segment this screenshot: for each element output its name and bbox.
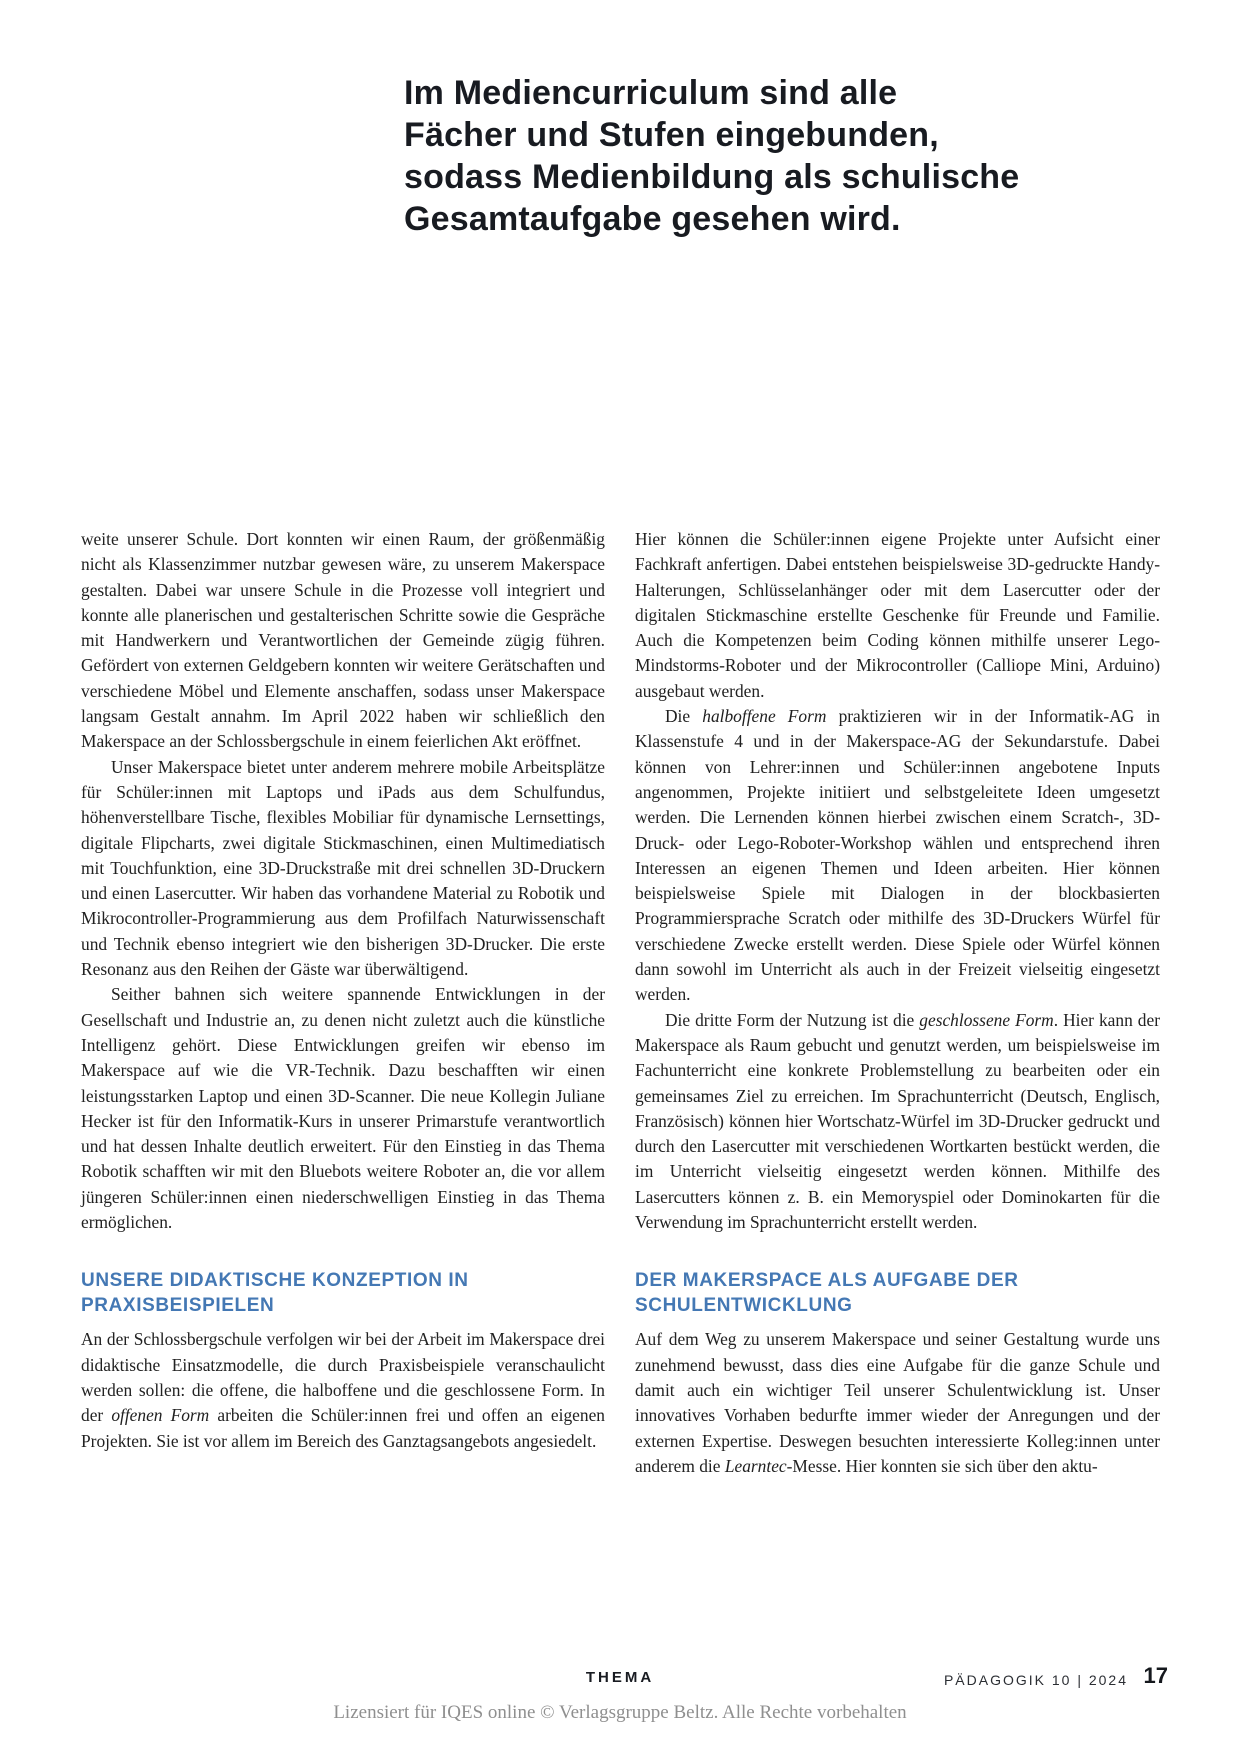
pull-quote-line: Fächer und Stufen eingebunden, <box>404 116 939 154</box>
body-paragraph: weite unserer Schule. Dort konnten wir einen Raum, der größenmäßig nicht als Klassenzimmer nutzbar gewesen wäre, zu unserem Makerspace gestalten. Dabei war unsere Schule in die Prozesse voll integriert und konnte alle planerischen und gestalterischen Schritte sowie die Gespräche mit Handwerkern und Verantwortlichen der Gemeinde zügig führen. Gefördert von externen Geldgebern konnten wir weitere Gerätschaften und verschiedene Möbel und Elemente anschaffen, sodass unser Makerspace langsam Gestalt annahm. Im April 2022 haben wir schließlich den Makerspace an der Schlossbergschule in einem feierlichen Akt eröffnet. <box>81 529 605 752</box>
body-paragraph: Die halboffene Form praktizieren wir in der Informatik-AG in Klassenstufe 4 und in der Makerspace-AG der Sekundarstufe. Dabei können von Lehrer:innen und Schüler:innen angebotene Inputs angenommen, Projekte initiiert und selbstgeleitete Ideen umgesetzt werden. Die Lernenden können hierbei zwischen einem Scratch-, 3D-Druck- oder Lego-Roboter-Workshop wählen und entsprechend ihren Interessen an eigenen Themen und Ideen arbeiten. Hier können beispielsweise Spiele mit Dialogen in der blockbasierten Programmiersprache Scratch oder mithilfe des 3D-Druckers Würfel für verschiedene Zwecke erstellt werden. Diese Spiele oder Würfel können dann sowohl im Unterricht als auch in der Freizeit vielseitig eingesetzt werden. <box>635 706 1160 1005</box>
footer-section-label: THEMA <box>585 1669 655 1686</box>
right-column <box>635 527 1160 1479</box>
footer-page-number: 17 <box>1143 1663 1168 1688</box>
footer-journal-issue: PÄDAGOGIK 10 | 2024 <box>943 1672 1128 1688</box>
body-paragraph: An der Schlossbergschule verfolgen wir bei der Arbeit im Makerspace drei didaktische Einsatzmodelle, die durch Praxisbeispiele veranschaulicht werden sollen: die offene, die halboffene und die geschlossene Form. In der offenen Form arbeiten die Schüler:innen frei und offen an eigenen Projekten. Sie ist vor allem im Bereich des Ganztagsangebots angesiedelt. <box>81 1329 605 1451</box>
pull-quote <box>404 72 1044 240</box>
body-paragraph: Unser Makerspace bietet unter anderem mehrere mobile Arbeitsplätze für Schüler:innen mit Laptops und iPads aus dem Schulfundus, höhenverstellbare Tische, flexibles Mobiliar für dynamische Lernsettings, digitale Flipcharts, zwei digitale Stickmaschinen, einen Multimediatisch mit Touchfunktion, eine 3D-Druckstraße mit drei schnellen 3D-Druckern und einen Lasercutter. Wir haben das vorhandene Material zu Robotik und Mikrocontroller-Programmierung aus dem Profilfach Naturwissenschaft und Technik ebenso integriert wie den bisherigen 3D-Drucker. Die erste Resonanz aus den Reihen der Gäste war überwältigend. <box>81 756 605 980</box>
pull-quote-line: Gesamtaufgabe gesehen wird. <box>404 200 901 238</box>
left-column <box>81 527 605 1454</box>
section-heading-didaktische-konzeption: UNSERE DIDAKTISCHE KONZEPTION IN PRAXISBEISPIELEN <box>81 1270 469 1317</box>
body-paragraph: Auf dem Weg zu unserem Makerspace und seiner Gestaltung wurde uns zunehmend bewusst, dass dies eine Aufgabe für die ganze Schule und damit auch ein wichtiger Teil unserer Schulentwicklung ist. Unser innovatives Vorhaben bedurfte immer wieder der Anregungen und der externen Expertise. Deswegen besuchten interessierte Kolleg:innen unter anderem die Learntec-Messe. Hier konnten sie sich über den aktu- <box>635 1329 1160 1476</box>
body-paragraph: Seither bahnen sich weitere spannende Entwicklungen in der Gesellschaft und Industrie an, zu denen nicht zuletzt auch die künstliche Intelligenz gehört. Diese Entwicklungen greifen wir ebenso im Makerspace auf wie die VR-Technik. Dazu beschafften wir einen leistungsstarken Laptop und einen 3D-Scanner. Die neue Kollegin Juliane Hecker ist für den Informatik-Kurs in unserer Primarstufe verantwortlich und hat dessen Inhalte deutlich erweitert. Für den Einstieg in das Thema Robotik schafften wir mit den Bluebots weitere Roboter an, die vor allem jüngeren Schüler:innen einen niederschwelligen Einstieg in das Thema ermöglichen. <box>81 984 605 1233</box>
section-heading-schulentwicklung: DER MAKERSPACE ALS AUFGABE DER SCHULENTWICKLUNG <box>635 1270 1019 1317</box>
body-paragraph: Die dritte Form der Nutzung ist die geschlossene Form. Hier kann der Makerspace als Raum gebucht und genutzt werden, um beispielsweise im Fachunterricht eine konkrete Problemstellung zu bearbeiten oder ein gemeinsames Ziel zu erreichen. Im Sprachunterricht (Deutsch, Englisch, Französisch) können hier Wortschatz-Würfel im 3D-Drucker gedruckt und durch den Lasercutter mit verschiedenen Wortkarten bestückt werden, die im Unterricht vielseitig eingesetzt werden können. Mithilfe des Lasercutters können z. B. ein Memoryspiel oder Dominokarten für die Verwendung im Sprachunterricht erstellt werden. <box>635 1009 1160 1233</box>
body-paragraph: Hier können die Schüler:innen eigene Projekte unter Aufsicht einer Fachkraft anfertigen. Dabei entstehen beispielsweise 3D-gedruckte Handy-Halterungen, Schlüsselanhänger oder mit dem Lasercutter oder der digitalen Stickmaschine erstellte Geschenke für Freunde und Familie. Auch die Kompetenzen beim Coding können mithilfe unserer Lego-Mindstorms-Roboter und der Mikrocontroller (Calliope Mini, Arduino) ausgebaut werden. <box>635 529 1160 701</box>
pull-quote-line: sodass Medienbildung als schulische <box>404 158 1020 196</box>
pull-quote-line: Im Mediencurriculum sind alle <box>404 74 898 112</box>
license-notice: Lizensiert für IQES online © Verlagsgruppe Beltz. Alle Rechte vorbehalten <box>333 1702 907 1723</box>
